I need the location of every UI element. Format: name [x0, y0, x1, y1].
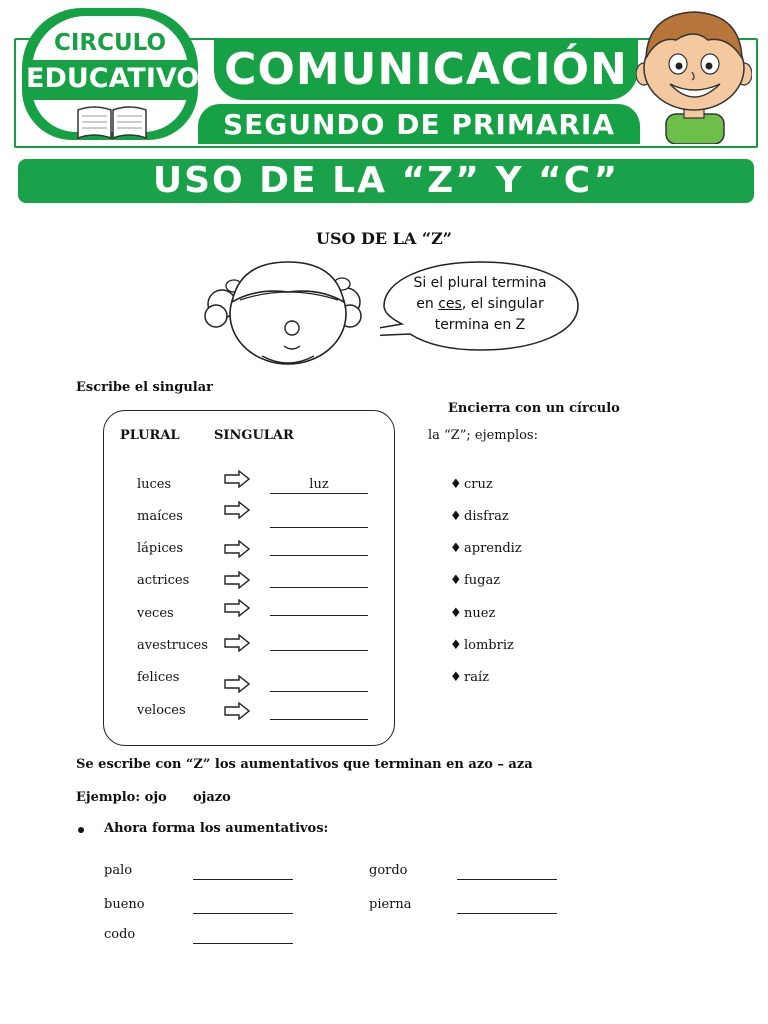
aumentativo-answer-field[interactable]: [457, 865, 557, 880]
plural-word: felices: [137, 670, 180, 685]
example-label: Ejemplo: ojo: [76, 790, 167, 805]
topic-title: USO DE LA “Z” Y “C”: [152, 160, 620, 201]
exercise2-instruction-line1: Encierra con un círculo: [448, 401, 620, 416]
column-header-plural: PLURAL: [120, 428, 180, 443]
plural-word: veces: [137, 606, 174, 621]
arrow-right-icon: [224, 540, 250, 558]
singular-answer-field[interactable]: [270, 511, 368, 528]
diamond-bullet-icon: ♦: [450, 606, 462, 621]
diamond-bullet-icon: ♦: [450, 638, 462, 653]
exercise1-instruction: Escribe el singular: [76, 380, 214, 395]
singular-answer-field[interactable]: [270, 539, 368, 556]
open-book-icon: [74, 100, 150, 142]
diamond-bullet-icon: ♦: [450, 541, 462, 556]
example-word: nuez: [464, 606, 496, 621]
arrow-right-icon: [224, 634, 250, 652]
example-word: disfraz: [464, 509, 509, 524]
aumentativo-answer-field[interactable]: [193, 929, 293, 944]
example-value: ojazo: [193, 790, 231, 805]
arrow-right-icon: [224, 675, 250, 693]
singular-answer-field[interactable]: [270, 599, 368, 616]
arrow-right-icon: [224, 599, 250, 617]
base-word: gordo: [369, 863, 408, 878]
base-word: pierna: [369, 897, 412, 912]
plural-word: veloces: [137, 703, 186, 718]
subject-title: COMUNICACIÓN: [224, 44, 628, 95]
example-word: aprendiz: [464, 541, 522, 556]
plural-word: lápices: [137, 541, 184, 556]
exercise2-instruction-line2: la “Z”; ejemplos:: [428, 428, 538, 443]
grade-title: SEGUNDO DE PRIMARIA: [222, 108, 616, 141]
aumentativo-answer-field[interactable]: [457, 899, 557, 914]
singular-answer-field[interactable]: luz: [270, 477, 368, 494]
aumentativos-rule: Se escribe con “Z” los aumentativos que terminan en azo – aza: [76, 757, 533, 772]
bubble-line-1: Si el plural termina: [413, 275, 547, 291]
singular-answer-field[interactable]: [270, 703, 368, 720]
bubble-line-2: en ces, el singular: [416, 296, 544, 312]
column-header-singular: SINGULAR: [214, 428, 294, 443]
aumentativo-answer-field[interactable]: [193, 865, 293, 880]
base-word: palo: [104, 863, 133, 878]
base-word: bueno: [104, 897, 145, 912]
diamond-bullet-icon: ♦: [450, 509, 462, 524]
example-word: fugaz: [464, 573, 501, 588]
plural-word: avestruces: [137, 638, 208, 653]
diamond-bullet-icon: ♦: [450, 477, 462, 492]
aumentativos-instruction: Ahora forma los aumentativos:: [104, 821, 329, 836]
plural-word: maíces: [137, 509, 183, 524]
speech-bubble-text: [392, 273, 568, 336]
arrow-right-icon: [224, 470, 250, 488]
aumentativo-answer-field[interactable]: [193, 899, 293, 914]
base-word: codo: [104, 927, 136, 942]
singular-answer-field[interactable]: [270, 634, 368, 651]
arrow-right-icon: [224, 501, 250, 519]
singular-answer-field[interactable]: [270, 675, 368, 692]
diamond-bullet-icon: ♦: [450, 670, 462, 685]
boy-illustration: [636, 6, 752, 144]
example-word: lombriz: [464, 638, 514, 653]
example-word: cruz: [464, 477, 493, 492]
plural-word: actrices: [137, 573, 190, 588]
plural-word: luces: [137, 477, 172, 492]
bubble-line-3: termina en Z: [434, 317, 526, 333]
logo-text-top: CIRCULO: [53, 30, 167, 56]
diamond-bullet-icon: ♦: [450, 573, 462, 588]
section-title: USO DE LA “Z”: [316, 229, 452, 248]
singular-answer-field[interactable]: [270, 571, 368, 588]
arrow-right-icon: [224, 702, 250, 720]
logo-text-bottom: EDUCATIVO: [26, 63, 200, 94]
example-word: raíz: [464, 670, 489, 685]
girl-illustration: [200, 256, 370, 370]
bullet-icon: [78, 827, 84, 833]
arrow-right-icon: [224, 571, 250, 589]
